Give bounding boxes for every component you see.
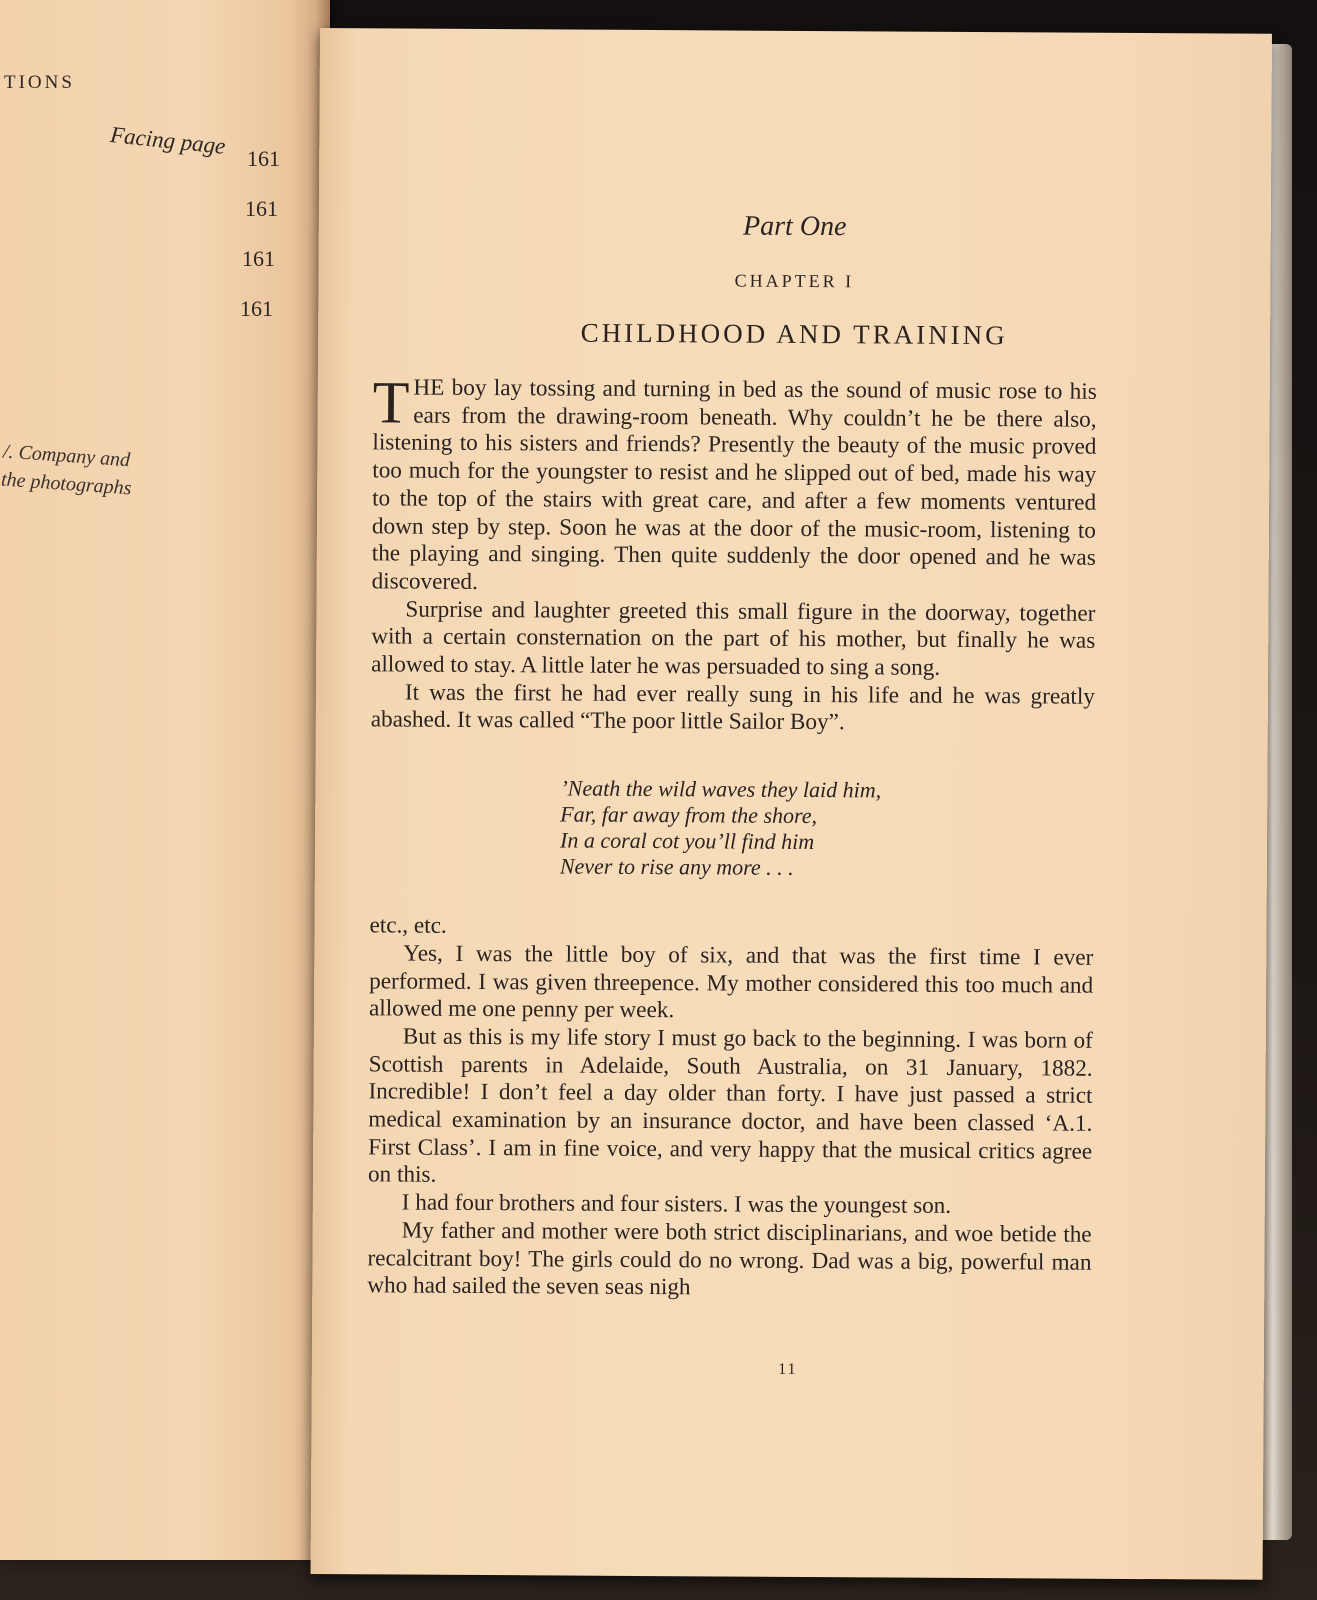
paragraph: But as this is my life story I must go back to the beginning. I was born of Scottish parents in Adelaide, South Australia, on 31 January, 1882. Incredible! I don’t feel a day older than forty. I have just passed a strict medical examination by an insurance doctor, and have been classed ‘A.1. First Class’. I am in fine voice, and very happy that the musical critics agree on this. [367, 1023, 1093, 1189]
page-number: 11 [778, 1360, 798, 1378]
left-page [0, 0, 330, 1560]
chapter-heading: CHAPTER I [734, 270, 855, 292]
photo-credit-line: the photographs [0, 468, 133, 500]
page-ref-4: 161 [240, 296, 273, 321]
paragraph: I had four brothers and four sisters. I was the youngest son. [401, 1189, 952, 1220]
poem-line: Far, far away from the shore, [560, 801, 818, 829]
paragraph: My father and mother were both strict disciplinarians, and woe betide the recalcitrant boy! The girls could do no wrong. Dad was a big, powerful man who had sailed the seven seas nigh [367, 1217, 1092, 1301]
page-ref-1: 161 [247, 146, 280, 171]
poem-line: ’Neath the wild waves they laid him, [560, 775, 882, 803]
facing-page-label: Facing page [109, 122, 227, 159]
left-page-header: TIONS [4, 72, 75, 93]
paragraph [371, 369, 1097, 600]
paragraph-text: HE boy lay tossing and turning in bed as the sound of music rose to his ears from the drawing-room beneath. Why couldn’t he be there also, listening to his sisters and friends? Presently the beauty of the music proved too much for the youngster to resist and he slipped out of bed, made his way to the top of the stairs with great care, and after a few moments ventured down step by step. Soon he was at the door of the music-room, listening to the playing and singing. Then quite suddenly the door opened and he was discovered. [371, 374, 1097, 595]
part-heading: Part One [742, 210, 847, 243]
poem-verse [560, 776, 1095, 883]
chapter-title: CHILDHOOD AND TRAINING [580, 317, 1008, 351]
page-ref-3: 161 [242, 246, 275, 271]
page-ref-2: 161 [245, 196, 278, 221]
paragraph: Yes, I was the little boy of six, and that was the first time I ever performed. I was given threepence. My mother considered this too much and allowed me one penny per week. [368, 940, 1094, 1024]
paragraph: It was the first he had ever really sung in his life and he was greatly abashed. It was called “The poor little Sailor Boy”. [370, 679, 1096, 736]
photo-credit-line: /. Company and [2, 440, 131, 472]
photo-credit [0, 438, 134, 503]
poem-line: Never to rise any more . . . [559, 853, 794, 881]
body-text [367, 369, 1097, 1304]
drop-cap: T [372, 369, 410, 436]
paragraph: etc., etc. [369, 912, 447, 939]
paragraph: Surprise and laughter greeted this small figure in the doorway, together with a certain consternation on the part of his mother, but finally he was allowed to stay. A little later he was persuaded to sing a song. [371, 596, 1096, 681]
right-page [311, 28, 1272, 1580]
poem-line: In a coral cot you’ll find him [559, 827, 815, 855]
